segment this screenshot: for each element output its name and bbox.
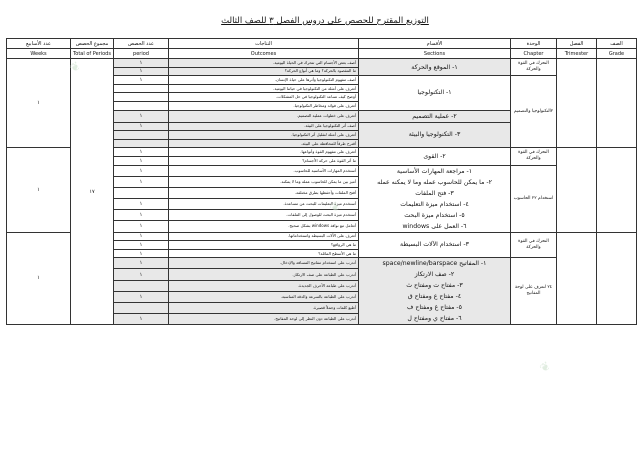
total-periods-cell: ١٧ [71, 59, 114, 325]
chapter-cell: التحرك في القوة والحركة [511, 232, 557, 258]
header-trimester-en: Trimester [557, 49, 597, 59]
outcome-cell: ما هي الروافع؟ [169, 241, 359, 250]
section-cell: ١- التكنولوجيا [359, 76, 511, 110]
trimester-cell [557, 148, 597, 232]
period-cell: ١ [114, 148, 169, 157]
section-cell: ١- الموقع والحركة [359, 59, 511, 76]
section-cell: ٣- استخدام الآلات البسيطة [359, 232, 511, 258]
weeks-cell: ١ [7, 59, 71, 148]
header-sections-en: Sections [359, 49, 511, 59]
period-cell [114, 93, 169, 102]
outcome-cell: أستخدم ميزة التعليمات للبحث عن مساعدة. [169, 199, 359, 210]
watermark: ❦ [536, 358, 554, 376]
trimester-cell [557, 232, 597, 325]
watermark: ❦ [326, 198, 344, 216]
period-cell [114, 280, 169, 291]
outcome-cell: أوضح كيف تساعد التكنولوجيا في حل المشكلات. [169, 93, 359, 102]
period-cell: ١ [114, 314, 169, 325]
section-cell: ٢- القوى [359, 148, 511, 165]
header-period-en: period [114, 49, 169, 59]
period-cell: ١ [114, 232, 169, 241]
period-cell: ١ [114, 249, 169, 258]
period-cell: ١ [114, 110, 169, 122]
grade-cell [597, 232, 637, 325]
page-title: التوزيع المقترح للحصص على دروس الفصل ٣ للصف الثالث [221, 16, 429, 26]
outcome-cell: أستخدم ميزة البحث للوصول إلى الملفات. [169, 210, 359, 221]
header-sections: الأقسام [359, 39, 511, 49]
outcome-cell: أطبع كلمات وجملاً قصيرة. [169, 302, 359, 313]
table-row [7, 59, 637, 68]
outcome-cell: أصف مفهوم التكنولوجيا وأثرها على حياة الإنسان. [169, 76, 359, 85]
period-cell: ١ [114, 291, 169, 302]
header-trimester: الفصل [557, 39, 597, 49]
header-row-ar [7, 39, 637, 49]
header-total: مجموع الحصص [71, 39, 114, 49]
period-cell: ١ [114, 122, 169, 131]
outcome-cell: أصف أثر التكنولوجيا على البيئة. [169, 122, 359, 131]
outcome-cell: أتعرف على مفهوم القوة وأنواعها. [169, 148, 359, 157]
outcome-cell: أتعرف على خطوات عملية التصميم. [169, 110, 359, 122]
outcome-cell: أتعامل مع نوافذ windows بشكل صحيح. [169, 221, 359, 232]
outcome-cell: أتعرف على أمثلة من التكنولوجيا في حياتنا اليومية. [169, 84, 359, 93]
period-cell: ١ [114, 199, 169, 210]
distribution-table [6, 38, 637, 325]
section-cell: ١- مراجعة المهارات الأساسية ٢- ما يمكن للحاسوب عمله وما لا يمكنه عمله ٣- فتح الملفات ٤- استخدام ميزة التعليمات ٥- استخدام ميزة البحث ٦- العمل على windows [359, 165, 511, 232]
chapter-cell: التحرك في القوة والحركة [511, 148, 557, 165]
period-cell: ١ [114, 241, 169, 250]
header-grade-en: Grade [597, 49, 637, 59]
period-cell: ١ [114, 156, 169, 165]
weeks-cell: ١ [7, 232, 71, 325]
outcome-cell: أتدرب على الطباعة على صف الارتكاز. [169, 269, 359, 280]
section-cell: ١- المفاتيح space/newline/barspace ٢- صف الارتكاز ٣- مفتاح ت ومفتاح ث ٤- مفتاح ع ومفتاح ق ٥- مفتاح غ ومفتاح ف ٦- مفتاح ي ومفتاح ل [359, 258, 511, 325]
outcome-cell: أتدرب على استخدام مفاتيح المسافة والإدخال. [169, 258, 359, 269]
outcome-cell: ما أثر القوة على حركة الأجسام؟ [169, 156, 359, 165]
period-cell [114, 139, 169, 148]
weeks-cell: ١ [7, 148, 71, 232]
trimester-cell [557, 59, 597, 148]
period-cell [114, 84, 169, 93]
period-cell: ١ [114, 165, 169, 176]
period-cell [114, 131, 169, 140]
table-body [7, 59, 637, 325]
period-cell: ١ [114, 258, 169, 269]
outcome-cell: أقترح طرقاً للمحافظة على البيئة. [169, 139, 359, 148]
outcome-cell: أميز بين ما يمكن للحاسوب عمله وما لا يمكنه. [169, 176, 359, 187]
header-weeks-en: Weeks [7, 49, 71, 59]
grade-cell [597, 59, 637, 148]
period-cell [114, 302, 169, 313]
period-cell [114, 101, 169, 110]
header-weeks: عدد الأسابيع [7, 39, 71, 49]
chapter-cell: استخدام ٢٢ الحاسوب [511, 165, 557, 232]
period-cell [114, 187, 169, 198]
outcome-cell: أصف بعض الأجسام التي تتحرك في الحياة اليومية. [169, 59, 359, 68]
outcome-cell: ما المقصود بالحركة؟ وما هي أنواع الحركة؟ [169, 67, 359, 76]
outcome-cell: أفتح الملفات وأحفظها بطرق مختلفة. [169, 187, 359, 198]
outcome-cell: أتدرب على الطباعة دون النظر إلى لوحة المفاتيح. [169, 314, 359, 325]
outcome-cell: أتعرف على فوائد ومخاطر التكنولوجيا. [169, 101, 359, 110]
grade-cell [597, 148, 637, 232]
outcome-cell: أتدرب على طباعة الأحرف الجديدة. [169, 280, 359, 291]
header-grade: الصف [597, 39, 637, 49]
outcome-cell: أتعرف على أمثلة لتقليل أثر التكنولوجيا. [169, 131, 359, 140]
period-cell: ١ [114, 269, 169, 280]
chapter-cell: ٢التكنولوجيا والتصميم [511, 76, 557, 148]
header-row-en [7, 49, 637, 59]
header-outcomes: النتاجات [169, 39, 359, 49]
header-total-en: Total of Periods [71, 49, 114, 59]
outcome-cell: أتدرب على الطباعة بالسرعة والدقة المناسبة. [169, 291, 359, 302]
period-cell: ١ [114, 76, 169, 85]
chapter-cell: ٢٤ لتعرف على لوحة المفاتيح [511, 258, 557, 325]
section-cell: ٣- التكنولوجيا والبيئة [359, 122, 511, 148]
outcome-cell: أستخدم المهارات الأساسية للحاسوب. [169, 165, 359, 176]
period-cell: ١ [114, 176, 169, 187]
period-cell: ١ [114, 67, 169, 76]
header-outcomes-en: Outcomes [169, 49, 359, 59]
header-period: عدد الحصص [114, 39, 169, 49]
header-chapter-en: Chapter [511, 49, 557, 59]
chapter-cell: التحرك في القوة والحركة [511, 59, 557, 76]
period-cell: ١ [114, 210, 169, 221]
period-cell: ١ [114, 221, 169, 232]
section-cell: ٢- عملية التصميم [359, 110, 511, 122]
outcome-cell: ما هي الأسطح المائلة؟ [169, 249, 359, 258]
outcome-cell: أتعرف على الآلات البسيطة واستخداماتها. [169, 232, 359, 241]
watermark: ❦ [66, 58, 84, 76]
period-cell: ١ [114, 59, 169, 68]
header-chapter: الوحدة [511, 39, 557, 49]
